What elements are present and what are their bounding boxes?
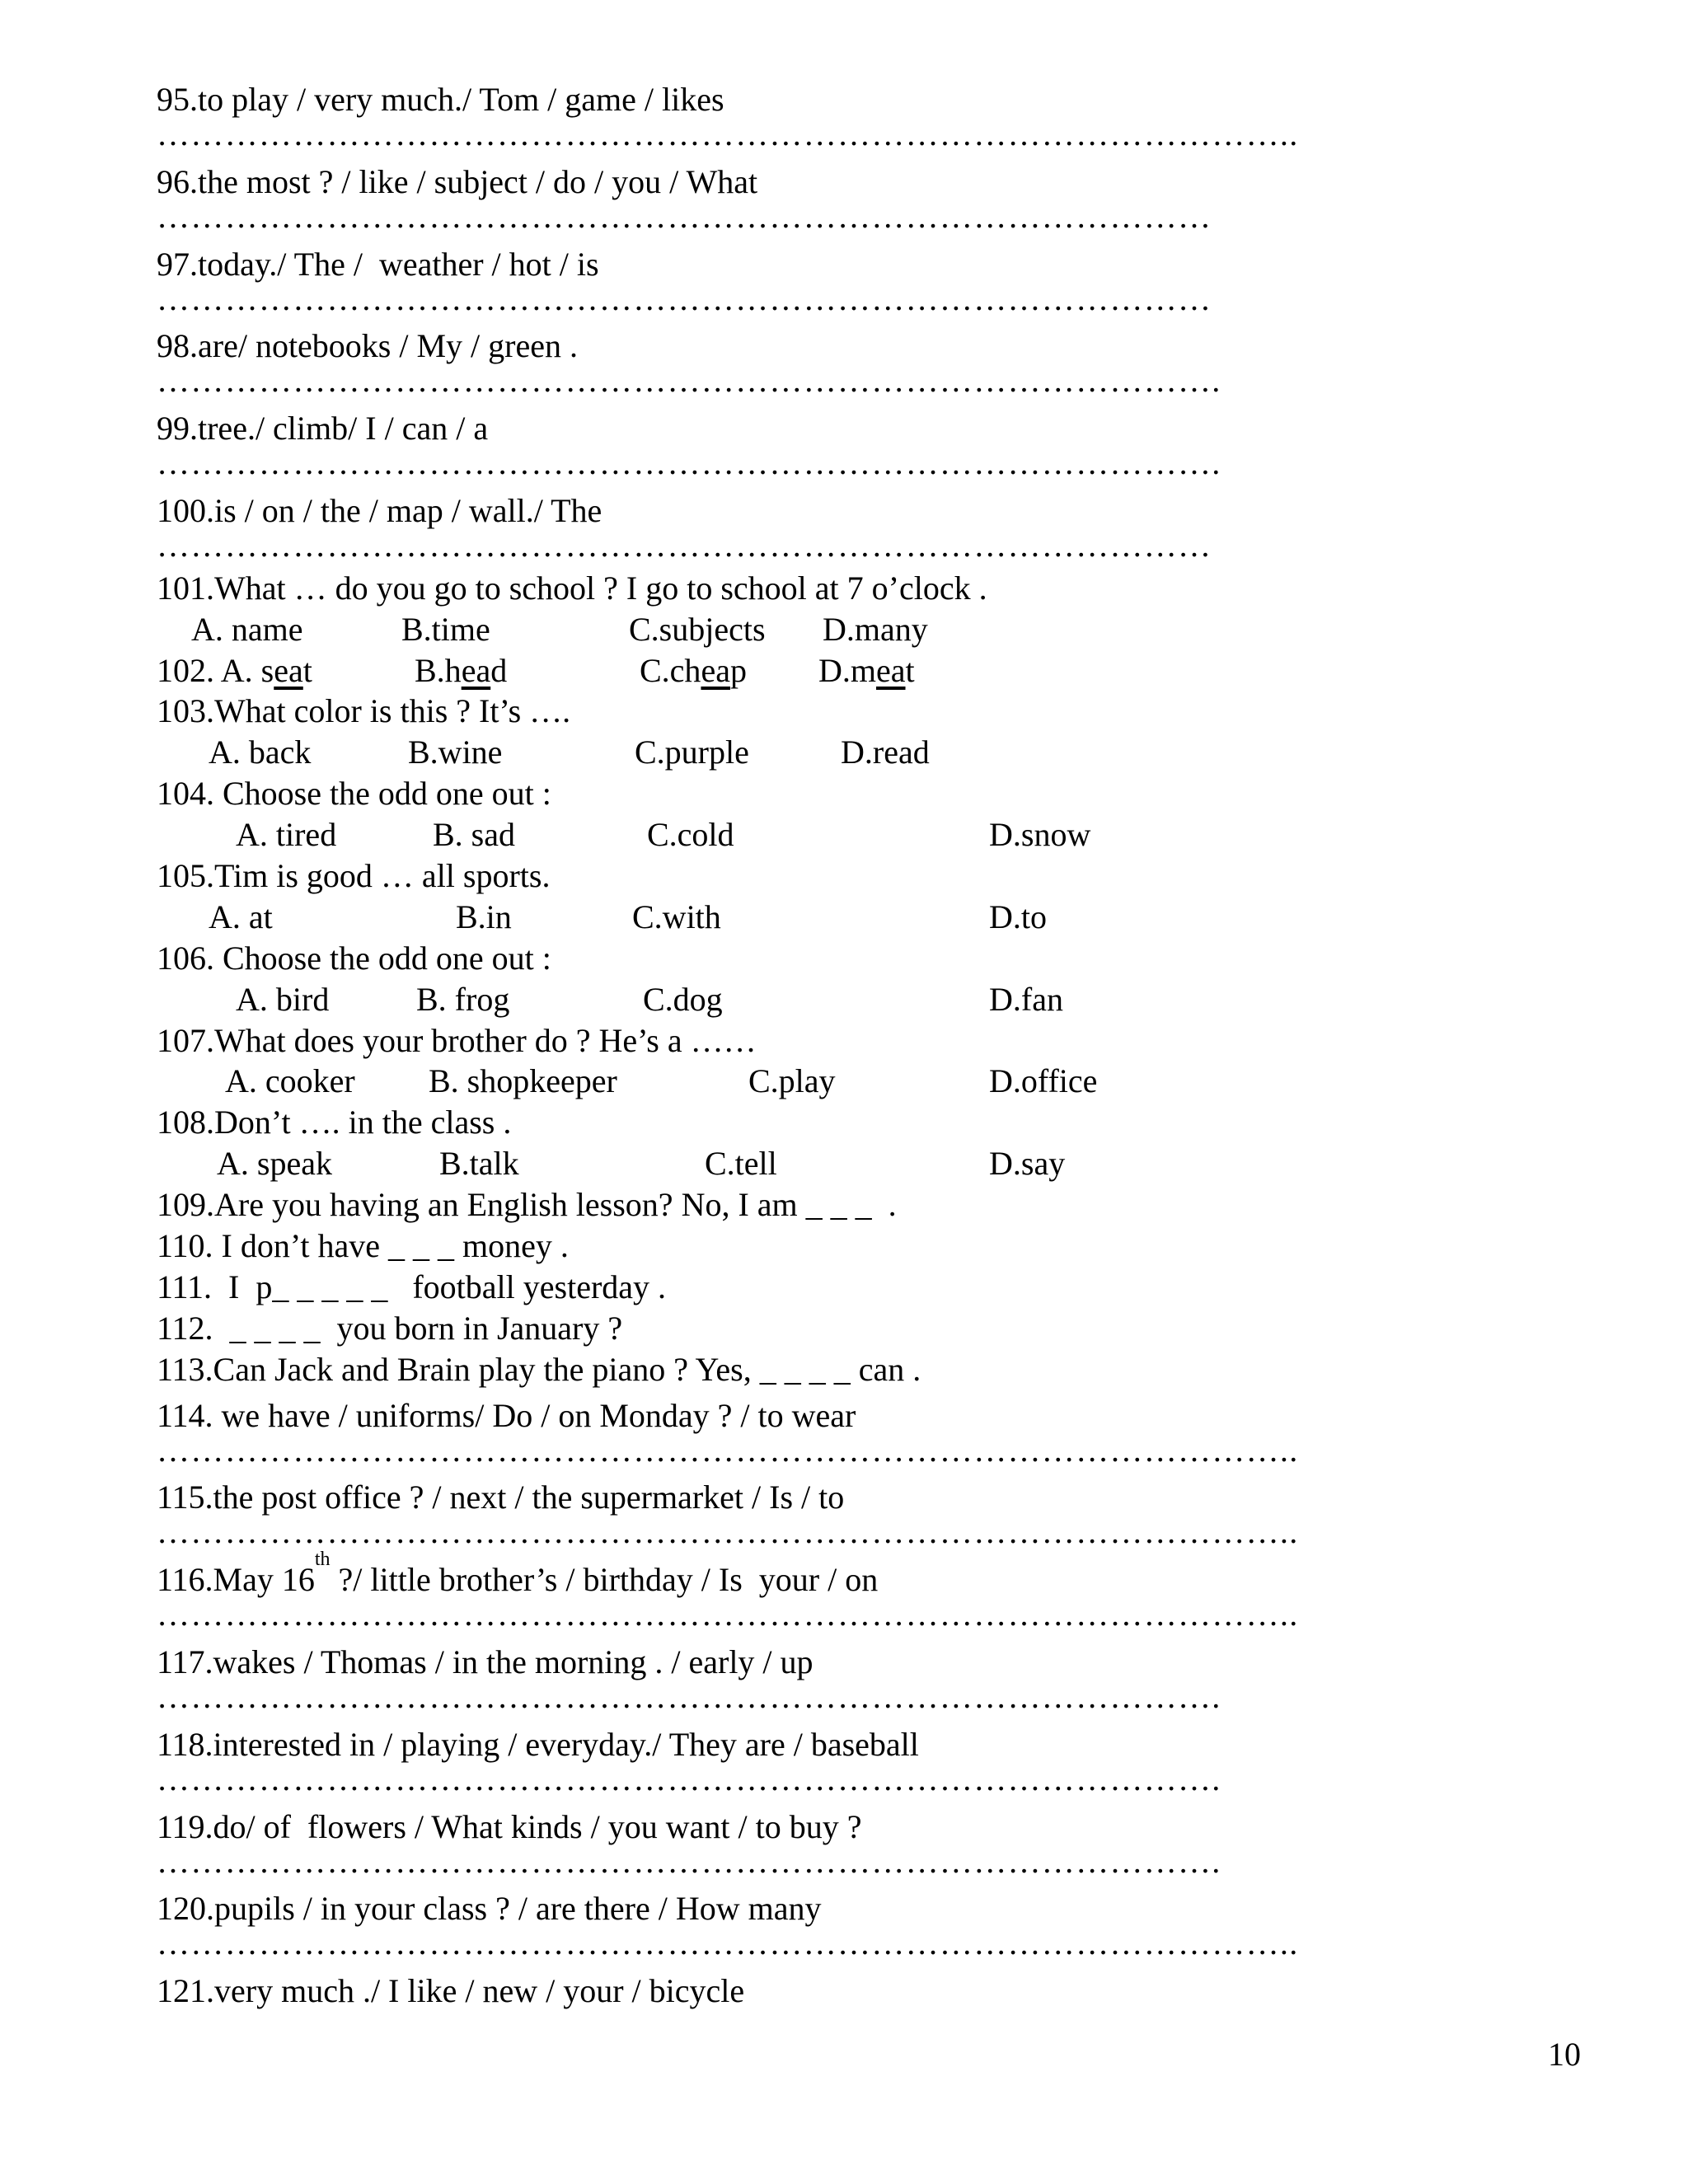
answer-line: ……………………………………………………………………………………….. (157, 1431, 1299, 1469)
answer-line: ………………………………………………………………………………… (157, 526, 1212, 564)
option-a: A. cooker (225, 1062, 355, 1100)
underlined-letters: ea (876, 651, 906, 689)
question-text: 96.the most ? / like / subject / do / you / What (157, 162, 758, 200)
question-107-options (157, 1061, 1558, 1102)
question-95 (157, 74, 1558, 157)
question-text: 120.pupils / in your class ? / are there / How many (157, 1890, 822, 1928)
question-text: 95.to play / very much./ Tom / game / likes (157, 81, 724, 118)
underlined-letters: ea (274, 651, 303, 689)
underlined-letters: ea (461, 651, 491, 689)
option-c: C.cold (647, 816, 734, 854)
option-b: B.time (401, 610, 490, 648)
question-117 (157, 1637, 1558, 1719)
question-120 (157, 1883, 1558, 1966)
question-text-end: ?/ little brother’s / birthday / Is your / on (330, 1561, 879, 1599)
underlined-letters: ea (701, 651, 730, 689)
option-c: C.tell (705, 1145, 777, 1183)
option-c: C.play (748, 1062, 836, 1100)
word-end: t (302, 651, 312, 689)
option-c: C.purple (635, 733, 749, 771)
option-d: D.fan (989, 980, 1063, 1018)
option-d: D.snow (989, 816, 1091, 854)
answer-line: ……………………………………………………………………………………….. (157, 1596, 1299, 1633)
answer-line: …………………………………………………………………………………. (157, 362, 1221, 400)
question-text-start: 116.May 16 (157, 1561, 315, 1599)
question-102-option-b (415, 650, 507, 691)
question-text: 119.do/ of flowers / What kinds / you want / to buy ? (157, 1807, 862, 1845)
option-d: D.to (989, 898, 1047, 935)
question-106-stem: 106. Choose the odd one out : (157, 939, 551, 977)
question-106-options (157, 979, 1558, 1020)
question-text: 99.tree./ climb/ I / can / a (157, 410, 489, 448)
page-number: 10 (1548, 2036, 1581, 2073)
answer-line: …………………………………………………………………………………. (157, 1842, 1221, 1880)
question-112: 112. _ _ _ _ you born in January ? (157, 1309, 623, 1347)
option-b: B.talk (439, 1145, 519, 1183)
option-b: B.wine (408, 733, 503, 771)
option-c: C.dog (643, 980, 723, 1018)
answer-line: …………………………………………………………………………………. (157, 1677, 1221, 1715)
option-d: D.read (841, 733, 930, 771)
question-103-options (157, 732, 1558, 773)
word-end: t (905, 651, 915, 689)
question-115 (157, 1472, 1558, 1554)
option-a: A. back (209, 733, 312, 771)
question-119 (157, 1802, 1558, 1884)
question-102 (157, 650, 1558, 691)
question-text: 100.is / on / the / map / wall./ The (157, 491, 603, 529)
question-text: 115.the post office ? / next / the supermarket / Is / to (157, 1479, 845, 1516)
option-a: A. tired (236, 816, 337, 854)
question-103-stem: 103.What color is this ? It’s …. (157, 692, 571, 730)
option-c: C.with (632, 898, 721, 935)
question-110: 110. I don’t have _ _ _ money . (157, 1227, 569, 1265)
worksheet-page (157, 74, 1558, 2048)
answer-line: …………………………………………………………………………………. (157, 444, 1221, 482)
option-b: B.in (456, 898, 512, 935)
question-108-options (157, 1143, 1558, 1184)
option-d: D.say (989, 1145, 1066, 1183)
question-text: 121.very much ./ I like / new / your / bicycle (157, 1972, 745, 2010)
word-start: B.h (415, 651, 462, 689)
word-start: C.ch (640, 651, 701, 689)
answer-line: ……………………………………………………………………………………….. (157, 1513, 1299, 1551)
question-100 (157, 485, 1558, 568)
question-96 (157, 157, 1558, 239)
answer-line: ………………………………………………………………………………… (157, 279, 1212, 317)
option-b: B. sad (433, 816, 515, 854)
question-108-stem: 108.Don’t …. in the class . (157, 1104, 512, 1141)
question-104-options (157, 814, 1558, 855)
question-102-option-c (640, 650, 747, 691)
question-text: 97.today./ The / weather / hot / is (157, 245, 599, 283)
question-text: 117.wakes / Thomas / in the morning . / early / up (157, 1643, 814, 1680)
word-end: d (490, 651, 508, 689)
question-101-options (157, 609, 1558, 650)
question-104-stem: 104. Choose the odd one out : (157, 775, 551, 813)
question-text: 118.interested in / playing / everyday./ They are / baseball (157, 1725, 919, 1763)
option-c: C.subjects (629, 610, 766, 648)
question-number: 102. A. s (157, 651, 274, 689)
option-a: A. bird (236, 980, 330, 1018)
ordinal-suffix: th (314, 1549, 331, 1571)
question-102-option-a (157, 650, 312, 691)
option-d: D.office (989, 1062, 1098, 1100)
option-a: A. speak (217, 1145, 332, 1183)
option-b: B. frog (416, 980, 510, 1018)
question-113: 113.Can Jack and Brain play the piano ? Yes, _ _ _ _ can . (157, 1350, 921, 1388)
question-109: 109.Are you having an English lesson? No, I am _ _ _ . (157, 1186, 897, 1224)
question-118 (157, 1719, 1558, 1802)
question-99 (157, 403, 1558, 485)
question-111: 111. I p_ _ _ _ _ football yesterday . (157, 1268, 667, 1305)
question-107-stem: 107.What does your brother do ? He’s a …… (157, 1021, 757, 1059)
question-text: 98.are/ notebooks / My / green . (157, 327, 578, 365)
question-114 (157, 1390, 1558, 1473)
answer-line: ………………………………………………………………………………… (157, 197, 1212, 235)
question-105-stem: 105.Tim is good … all sports. (157, 857, 551, 895)
word-end: p (729, 651, 747, 689)
question-121 (157, 1966, 1558, 2048)
question-102-option-d (818, 650, 915, 691)
answer-line: ……………………………………………………………………………………….. (157, 1924, 1299, 1962)
question-97 (157, 239, 1558, 321)
answer-line: ……………………………………………………………………………………….. (157, 115, 1299, 152)
option-d: D.many (823, 610, 928, 648)
answer-line: …………………………………………………………………………………. (157, 1760, 1221, 1797)
question-116 (157, 1549, 1558, 1637)
question-98 (157, 321, 1558, 403)
option-b: B. shopkeeper (429, 1062, 617, 1100)
question-text: 114. we have / uniforms/ Do / on Monday ? / to wear (157, 1396, 856, 1434)
question-105-options (157, 897, 1558, 938)
question-101-stem: 101.What … do you go to school ? I go to school at 7 o’clock . (157, 569, 987, 607)
option-a: A. at (209, 898, 273, 935)
option-a: A. name (191, 610, 303, 648)
word-start: D.m (818, 651, 876, 689)
